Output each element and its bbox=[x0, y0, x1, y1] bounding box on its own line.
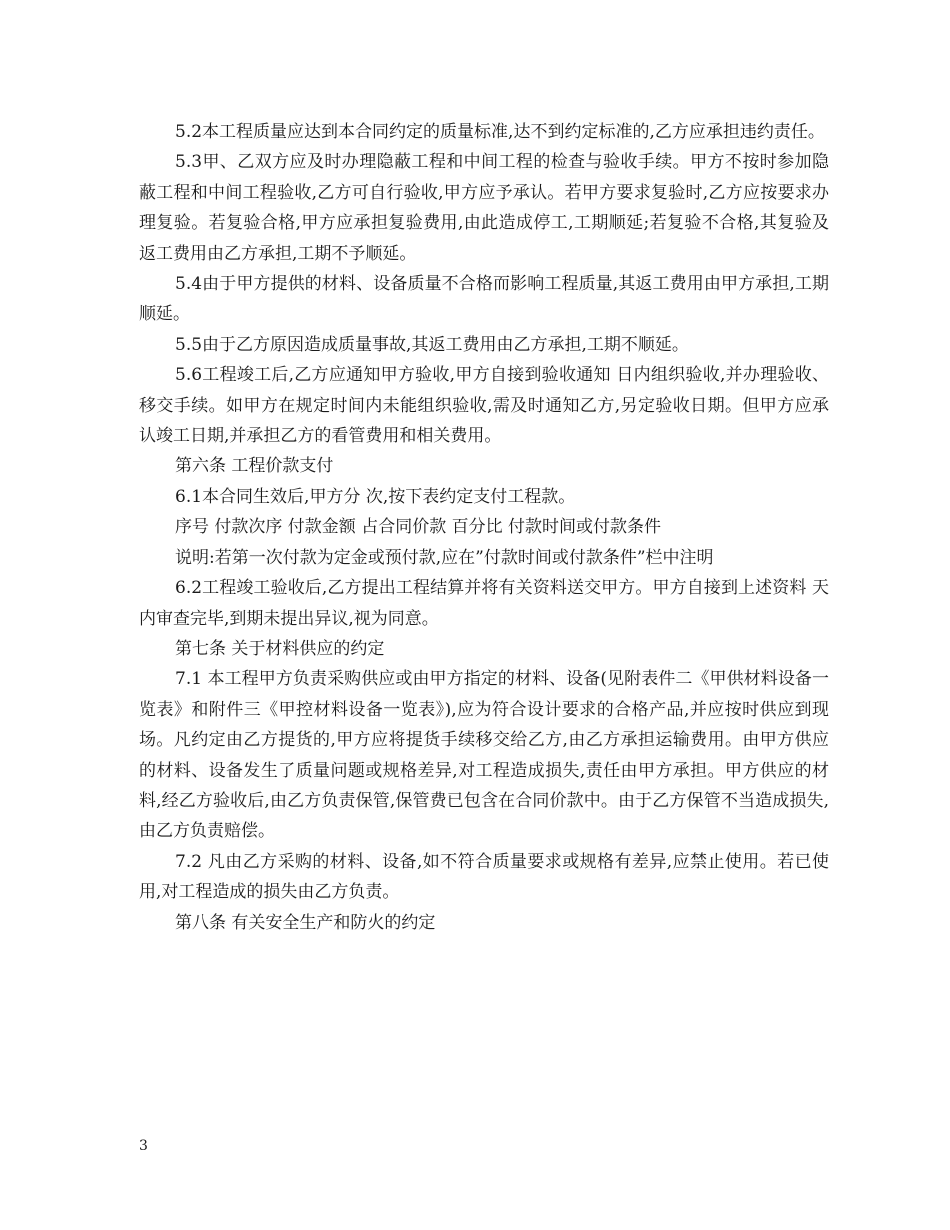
payment-table-header: 序号 付款次序 付款金额 占合同价款 百分比 付款时间或付款条件 bbox=[175, 517, 662, 538]
clause-5-6: 5.6工程竣工后,乙方应通知甲方验收,甲方自接到验收通知 日内组织验收,并办理验收、移交手续。如甲方在规定时间内未能组织验收,需及时通知乙方,另定验收日期。但甲方应承认竣工日期,并承担乙方的看管费用和相关费用。 bbox=[139, 365, 829, 447]
document-body bbox=[139, 117, 829, 938]
clause-5-5: 5.5由于乙方原因造成质量事故,其返工费用由乙方承担,工期不顺延。 bbox=[175, 334, 689, 355]
page-number: 3 bbox=[139, 1138, 148, 1154]
article-6-heading: 第六条 工程价款支付 bbox=[175, 456, 334, 477]
clause-7-2: 7.2 凡由乙方采购的材料、设备,如不符合质量要求或规格有差异,应禁止使用。若已使用,对工程造成的损失由乙方负责。 bbox=[139, 851, 829, 903]
payment-note: 说明:若第一次付款为定金或预付款,应在”付款时间或付款条件”栏中注明 bbox=[175, 547, 714, 568]
article-7-heading: 第七条 关于材料供应的约定 bbox=[175, 638, 385, 659]
clause-7-1: 7.1 本工程甲方负责采购供应或由甲方指定的材料、设备(见附表件二《甲供材料设备一览表》和附件三《甲控材料设备一览表》),应为符合设计要求的合格产品,并应按时供应到现场。凡约定由乙方提货的,甲方应将提货手续移交给乙方,由乙方承担运输费用。由甲方供应的材料、设备发生了质量问题或规格差异,对工程造成损失,责任由甲方承担。甲方供应的材料,经乙方验收后,由乙方负责保管,保管费已包含在合同价款中。由于乙方保管不当造成损失,由乙方负责赔偿。 bbox=[139, 669, 829, 842]
clause-6-1: 6.1本合同生效后,甲方分 次,按下表约定支付工程款。 bbox=[175, 486, 576, 507]
clause-5-2: 5.2本工程质量应达到本合同约定的质量标准,达不到约定标准的,乙方应承担违约责任。 bbox=[175, 122, 825, 142]
clause-5-3: 5.3甲、乙双方应及时办理隐蔽工程和中间工程的检查与验收手续。甲方不按时参加隐蔽工程和中间工程验收,乙方可自行验收,甲方应予承认。若甲方要求复验时,乙方应按要求办理复验。若复验合格,甲方应承担复验费用,由此造成停工,工期顺延;若复验不合格,其复验及返工费用由乙方承担,工期不予顺延。 bbox=[139, 152, 829, 264]
clause-6-2: 6.2工程竣工验收后,乙方提出工程结算并将有关资料送交甲方。甲方自接到上述资料 天内审查完毕,到期未提出异议,视为同意。 bbox=[139, 578, 829, 629]
article-8-heading: 第八条 有关安全生产和防火的约定 bbox=[175, 912, 436, 933]
clause-5-4: 5.4由于甲方提供的材料、设备质量不合格而影响工程质量,其返工费用由甲方承担,工期顺延。 bbox=[139, 274, 829, 325]
